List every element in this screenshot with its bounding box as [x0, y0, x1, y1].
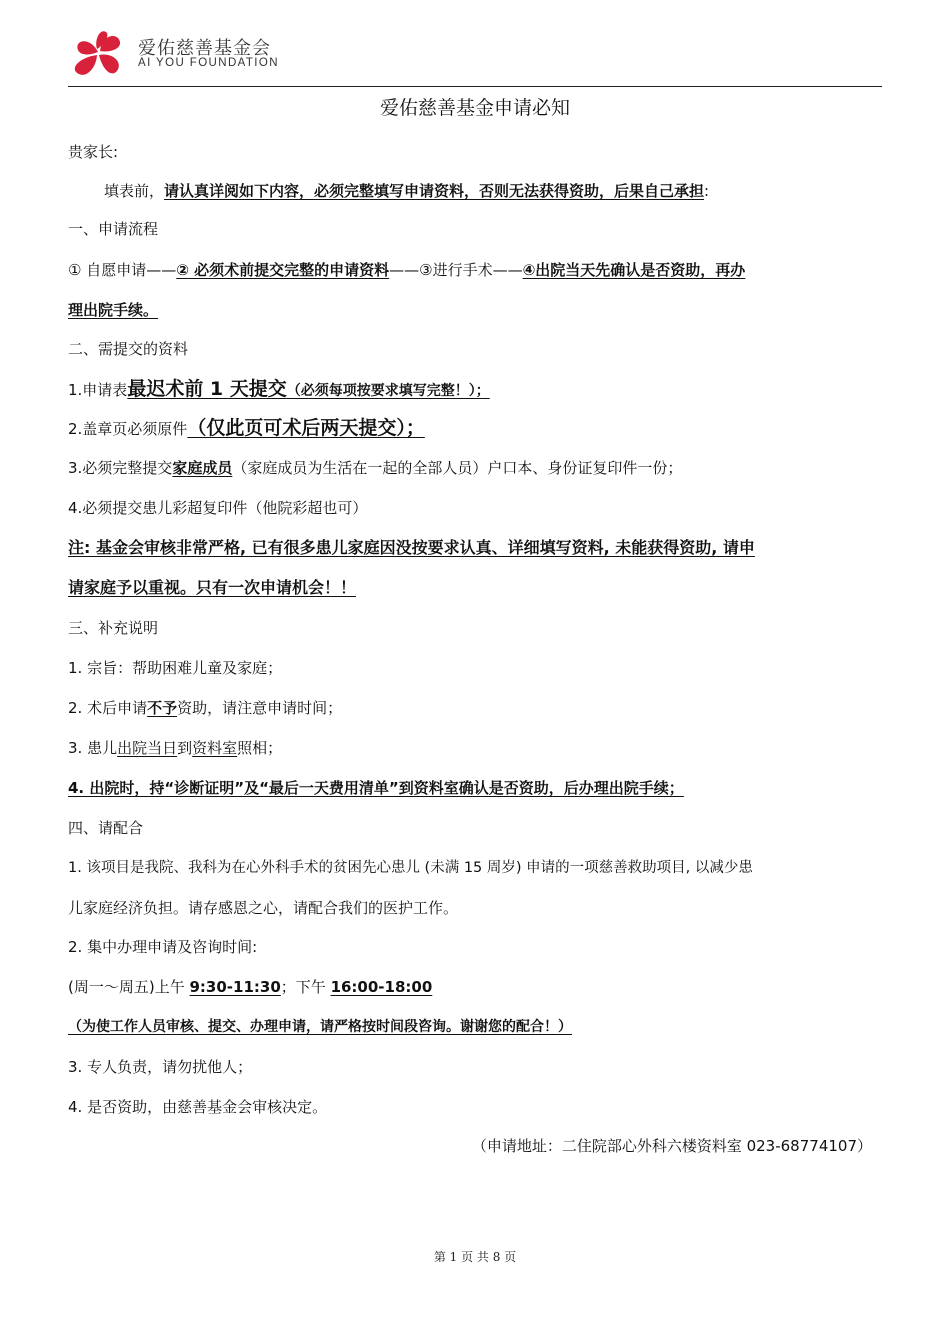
supplement-item-1: 1. 宗旨：帮助困难儿童及家庭；	[68, 659, 283, 677]
brand-name-en: AI YOU FOUNDATION	[138, 57, 279, 69]
material-item-2: 2.盖章页必须原件（仅此页可术后两天提交）；	[68, 417, 425, 439]
material-item-4: 4.必须提交患儿彩超复印件（他院彩超也可）	[68, 499, 368, 517]
intro-warning: 请认真详阅如下内容，必须完整填写申请资料，否则无法获得资助，后果自己承担	[164, 182, 705, 200]
section-3-heading: 三、补充说明	[68, 619, 159, 637]
process-step-3: ——③进行手术——	[389, 261, 523, 279]
greeting: 贵家长:	[68, 143, 119, 161]
intro-suffix: :	[704, 182, 710, 200]
office-hours-note: （为使工作人员审核、提交、办理申请，请严格按时间段咨询。谢谢您的配合！）	[68, 1019, 572, 1035]
process-step-4-cont: 理出院手续。	[68, 301, 159, 319]
cooperate-item-4: 4. 是否资助，由慈善基金会审核决定。	[68, 1098, 328, 1116]
afternoon-hours: 16:00-18:00	[330, 978, 433, 996]
process-step-2: ② 必须术前提交完整的申请资料	[176, 261, 390, 279]
brand-name-cn: 爱佑慈善基金会	[138, 38, 271, 59]
supplement-item-3: 3. 患儿出院当日到资料室照相；	[68, 739, 283, 757]
process-line	[68, 259, 888, 281]
material-item-1: 1.申请表最迟术前 1 天提交（必须每项按要求填写完整！）；	[68, 378, 490, 400]
material-item-3: 3.必须完整提交家庭成员（家庭成员为生活在一起的全部人员）户口本、身份证复印件一份；	[68, 459, 683, 477]
office-hours: (周一～周五)上午 9:30-11:30；下午 16:00-18:00	[68, 978, 433, 996]
note-line-1: 注: 基金会审核非常严格, 已有很多患儿家庭因没按要求认真、详细填写资料, 未能获得资助, 请申	[68, 538, 755, 557]
morning-hours: 9:30-11:30	[189, 978, 281, 996]
cooperate-item-1-line-1: 1. 该项目是我院、我科为在心外科手术的贫困先心患儿 (未满 15 周岁) 申请的一项慈善救助项目, 以减少患	[68, 860, 753, 876]
page-header	[68, 24, 882, 87]
cooperate-item-3: 3. 专人负责，请勿扰他人；	[68, 1058, 253, 1076]
document-title: 爱佑慈善基金申请必知	[379, 97, 570, 119]
supplement-item-2: 2. 术后申请不予资助，请注意申请时间；	[68, 699, 343, 717]
process-step-1: ① 自愿申请——	[68, 261, 177, 279]
heart-flower-logo-icon	[70, 26, 126, 82]
cooperate-item-1-line-2: 儿家庭经济负担。请存感恩之心，请配合我们的医护工作。	[68, 899, 459, 917]
cooperate-item-2: 2. 集中办理申请及咨询时间:	[68, 938, 258, 956]
page-number: 第 1 页 共 8 页	[433, 1250, 517, 1264]
process-step-4: ④出院当天先确认是否资助，再办	[522, 261, 746, 279]
note-line-2: 请家庭予以重视。只有一次申请机会！！	[68, 578, 357, 597]
section-4-heading: 四、请配合	[68, 819, 144, 837]
intro-paragraph	[104, 180, 924, 202]
intro-prefix: 填表前，	[104, 182, 165, 200]
section-2-heading: 二、需提交的资料	[68, 340, 189, 358]
application-address: （申请地址：二住院部心外科六楼资料室 023-68774107）	[471, 1137, 872, 1155]
supplement-item-4: 4. 出院时，持“诊断证明”及“最后一天费用清单”到资料室确认是否资助，后办理出院手续；	[68, 779, 684, 797]
section-1-heading: 一、申请流程	[68, 220, 159, 238]
